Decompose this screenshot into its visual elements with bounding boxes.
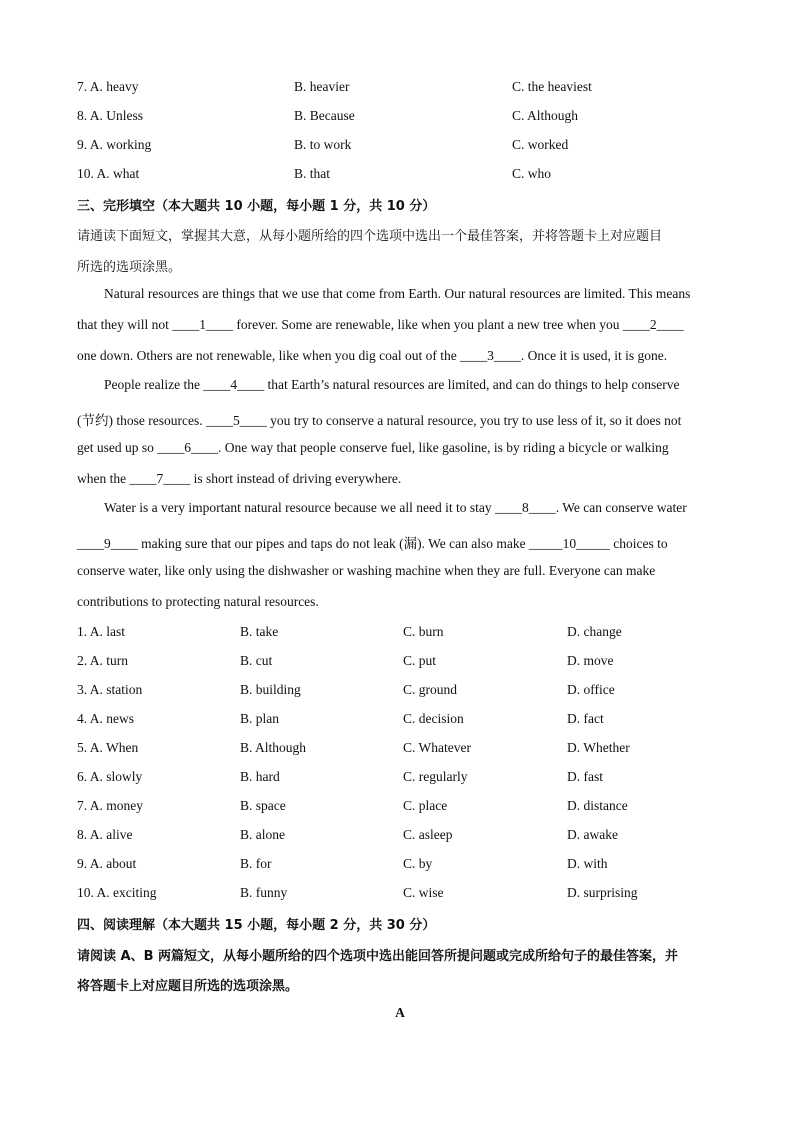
option-a: 9. A. working: [77, 137, 152, 152]
passage-line: (节约) those resources. ____5____ you try to conserve a natural resource, you try to use less of it, so it does not: [77, 413, 682, 428]
passage-line: Natural resources are things that we use that come from Earth. Our natural resources are limited. This means: [104, 286, 691, 301]
option-b: B. Although: [240, 740, 307, 755]
option-c: C. ground: [403, 682, 457, 697]
option-a: 10. A. exciting: [77, 885, 157, 900]
option-row-10: [0, 885, 800, 907]
option-a: 7. A. money: [77, 798, 143, 813]
option-d: D. awake: [567, 827, 618, 842]
section-3-instruction-line: 请通读下面短文，掌握其大意，从每小题所给的四个选项中选出一个最佳答案，并将答题卡上对应题目: [77, 229, 663, 244]
option-row-2: [0, 653, 800, 675]
option-c: C. regularly: [403, 769, 468, 784]
option-a: 4. A. news: [77, 711, 134, 726]
section-3-instruction-line: 所选的选项涂黑。: [77, 260, 182, 275]
option-a: 2. A. turn: [77, 653, 129, 668]
section-4-heading: 四、阅读理解（本大题共 15 小题，每小题 2 分，共 30 分）: [77, 918, 436, 933]
option-row-7: [0, 798, 800, 820]
option-c: C. Whatever: [403, 740, 471, 755]
section-4-instruction-line: 将答题卡上对应题目所选的选项涂黑。: [77, 979, 299, 994]
passage-line: contributions to protecting natural resources.: [77, 594, 319, 609]
option-d: D. move: [567, 653, 614, 668]
option-b: B. heavier: [294, 79, 350, 94]
option-row-9: [0, 137, 800, 159]
option-d: D. distance: [567, 798, 628, 813]
passage-label: A: [395, 1005, 405, 1020]
option-row-7: [0, 79, 800, 101]
option-b: B. to work: [294, 137, 352, 152]
option-b: B. plan: [240, 711, 279, 726]
option-d: D. office: [567, 682, 615, 697]
option-row-1: [0, 624, 800, 646]
option-c: C. wise: [403, 885, 444, 900]
option-c: C. by: [403, 856, 433, 871]
section-3-heading: 三、完形填空（本大题共 10 小题，每小题 1 分，共 10 分）: [77, 199, 436, 214]
option-c: C. Although: [512, 108, 579, 123]
option-d: D. change: [567, 624, 622, 639]
option-a: 8. A. alive: [77, 827, 133, 842]
passage-line: that they will not ____1____ forever. Some are renewable, like when you plant a new tree when you ____2____: [77, 317, 684, 332]
option-c: C. decision: [403, 711, 464, 726]
option-c: C. who: [512, 166, 552, 181]
option-b: B. cut: [240, 653, 273, 668]
option-d: D. fact: [567, 711, 604, 726]
option-d: D. fast: [567, 769, 603, 784]
option-a: 9. A. about: [77, 856, 137, 871]
option-b: B. hard: [240, 769, 280, 784]
option-a: 7. A. heavy: [77, 79, 139, 94]
option-b: B. that: [294, 166, 330, 181]
option-d: D. Whether: [567, 740, 630, 755]
option-a: 5. A. When: [77, 740, 139, 755]
option-row-5: [0, 740, 800, 762]
option-c: C. burn: [403, 624, 444, 639]
option-row-6: [0, 769, 800, 791]
option-row-8: [0, 108, 800, 130]
option-a: 1. A. last: [77, 624, 126, 639]
option-c: C. put: [403, 653, 437, 668]
option-b: B. for: [240, 856, 272, 871]
passage-line: Water is a very important natural resource because we all need it to stay ____8____. We can conserve water: [104, 500, 687, 515]
option-b: B. Because: [294, 108, 355, 123]
option-row-8: [0, 827, 800, 849]
option-c: C. place: [403, 798, 448, 813]
option-b: B. alone: [240, 827, 285, 842]
option-a: 6. A. slowly: [77, 769, 143, 784]
option-d: D. surprising: [567, 885, 638, 900]
passage-line: one down. Others are not renewable, like when you dig coal out of the ____3____. Once it is used, it is gone.: [77, 348, 668, 363]
passage-line: People realize the ____4____ that Earth’s natural resources are limited, and can do things to help conserve: [104, 377, 680, 392]
option-c: C. worked: [512, 137, 569, 152]
option-b: B. space: [240, 798, 286, 813]
option-b: B. take: [240, 624, 279, 639]
option-c: C. the heaviest: [512, 79, 592, 94]
option-row-4: [0, 711, 800, 733]
option-a: 10. A. what: [77, 166, 140, 181]
option-a: 8. A. Unless: [77, 108, 144, 123]
option-a: 3. A. station: [77, 682, 143, 697]
option-d: D. with: [567, 856, 608, 871]
passage-line: get used up so ____6____. One way that people conserve fuel, like gasoline, is by riding a bicycle or walking: [77, 440, 669, 455]
passage-line: when the ____7____ is short instead of driving everywhere.: [77, 471, 402, 486]
option-row-10: [0, 166, 800, 188]
option-row-3: [0, 682, 800, 704]
passage-line: conserve water, like only using the dishwasher or washing machine when they are full. Everyone can make: [77, 563, 656, 578]
section-4-instruction-line: 请阅读 A、B 两篇短文，从每小题所给的四个选项中选出能回答所提问题或完成所给句子的最佳答案，并: [77, 949, 679, 964]
option-row-9: [0, 856, 800, 878]
option-b: B. building: [240, 682, 301, 697]
option-b: B. funny: [240, 885, 288, 900]
passage-line: ____9____ making sure that our pipes and taps do not leak (漏). We can also make _____10_____ choices to: [77, 536, 668, 551]
option-c: C. asleep: [403, 827, 453, 842]
